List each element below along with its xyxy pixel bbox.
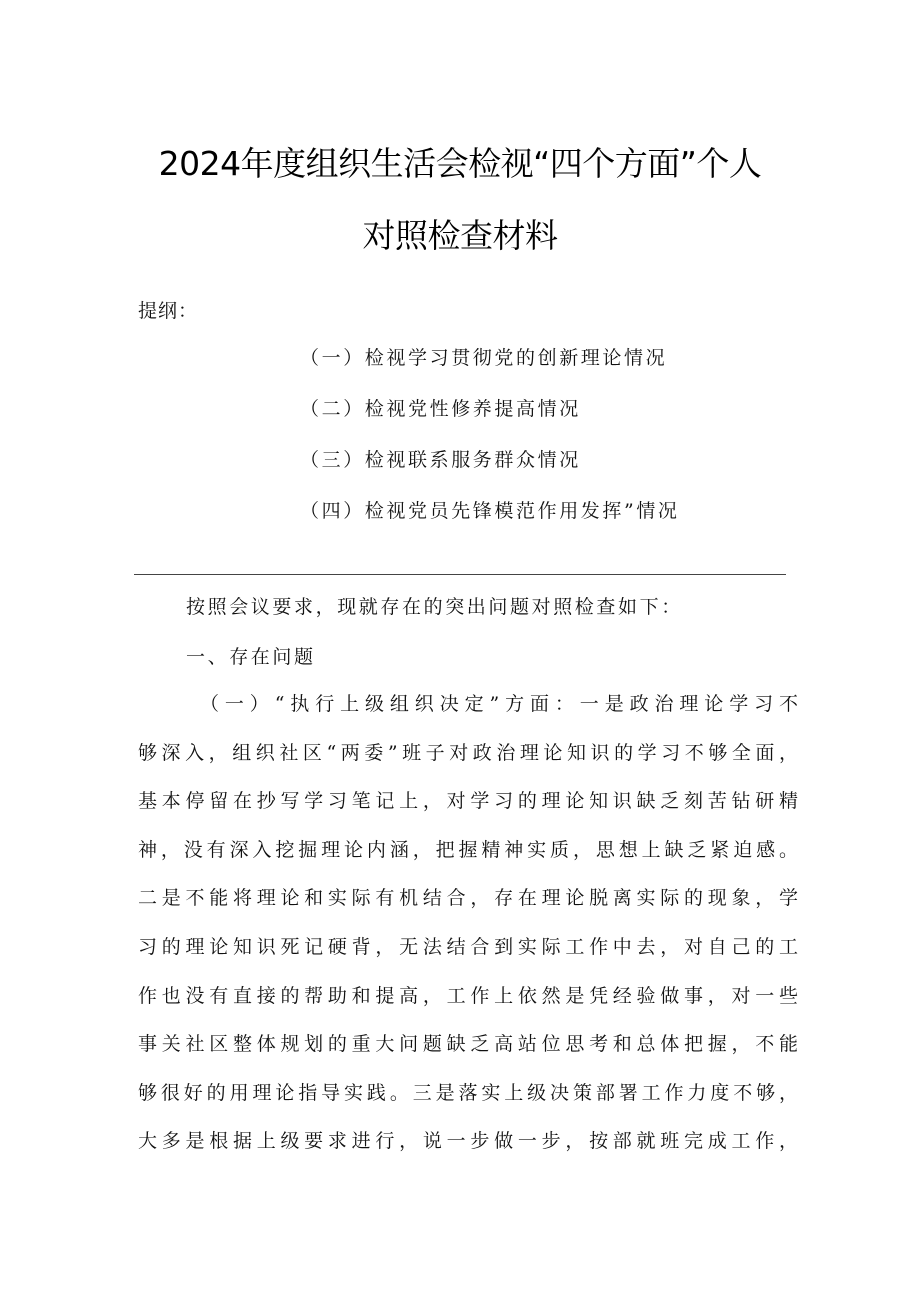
body-line-10: 大多是根据上级要求进行，说一步做一步，按部就班完成工作， xyxy=(138,1130,798,1153)
body-line-2: 够深入，组织社区“两委”班子对政治理论知识的学习不够全面， xyxy=(138,741,798,764)
body-line-5: 二是不能将理论和实际有机结合，存在理论脱离实际的现象，学 xyxy=(138,887,798,910)
document-title-line-2: 对照检查材料 xyxy=(362,216,558,255)
body-line-9: 够很好的用理论指导实践。三是落实上级决策部署工作力度不够， xyxy=(138,1081,798,1104)
intro-paragraph: 按照会议要求，现就存在的突出问题对照检查如下： xyxy=(186,596,683,618)
document-title-line-1: 2024年度组织生活会检视“四个方面”个人 xyxy=(158,144,762,183)
section-heading: 一、存在问题 xyxy=(186,646,316,668)
outline-item-2: （二）检视党性修养提高情况 xyxy=(300,398,581,420)
body-line-6: 习的理论知识死记硬背，无法结合到实际工作中去，对自己的工 xyxy=(138,935,798,958)
body-line-1: （一）“执行上级组织决定”方面：一是政治理论学习不 xyxy=(200,693,798,715)
body-line-4: 神，没有深入挖掘理论内涵，把握精神实质，思想上缺乏紧迫感。 xyxy=(138,838,798,861)
body-line-7: 作也没有直接的帮助和提高，工作上依然是凭经验做事，对一些 xyxy=(138,984,798,1007)
section-divider xyxy=(134,574,786,575)
outline-list xyxy=(300,344,680,548)
outline-item-3: （三）检视联系服务群众情况 xyxy=(300,449,581,471)
body-paragraph xyxy=(138,690,798,1176)
outline-item-4: （四）检视党员先锋模范作用发挥”情况 xyxy=(300,500,680,522)
outline-item-1: （一）检视学习贯彻党的创新理论情况 xyxy=(300,347,668,369)
outline-label: 提纲： xyxy=(138,300,199,322)
body-line-3: 基本停留在抄写学习笔记上，对学习的理论知识缺乏刻苦钻研精 xyxy=(138,790,798,813)
body-line-8: 事关社区整体规划的重大问题缺乏高站位思考和总体把握，不能 xyxy=(138,1033,798,1056)
